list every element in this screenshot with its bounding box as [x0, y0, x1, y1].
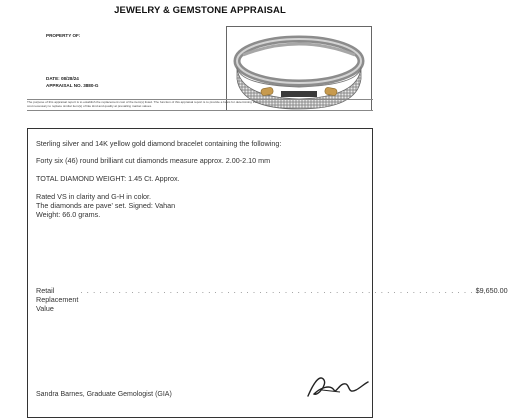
appraiser-signature: [300, 370, 370, 400]
divider-top: [27, 99, 373, 100]
appraisal-number-field: [46, 83, 99, 88]
gold-cap-right: [324, 87, 337, 96]
retail-value-label: Retail Replacement Value: [36, 286, 79, 313]
retail-replacement-value-row: [36, 286, 508, 313]
description-line-2: Forty six (46) round brilliant cut diamonds measure approx. 2.00-2.10 mm: [36, 156, 271, 165]
date-field: [46, 76, 79, 81]
description-line-6: Weight: 66.0 grams.: [36, 210, 101, 219]
bracelet-image: [227, 27, 371, 110]
property-of-label: PROPERTY OF:: [46, 33, 81, 38]
date-label: DATE:: [46, 76, 60, 81]
retail-value-amount: $9,650.00: [475, 286, 508, 295]
appraiser-name: Sandra Barnes, Graduate Gemologist (GIA): [36, 391, 172, 398]
document-title: JEWELRY & GEMSTONE APPRAISAL: [114, 5, 286, 16]
purpose-disclaimer: [27, 100, 377, 108]
gold-cap-left: [261, 87, 274, 96]
description-line-5: The diamonds are pave' set. Signed: Vahan: [36, 201, 176, 210]
description-line-1: Sterling silver and 14K yellow gold diamond bracelet containing the following:: [36, 139, 282, 148]
dot-leader: . . . . . . . . . . . . . . . . . . . . . . . . . . . . . . . . . . . . . . . . . . . . . . . . . . . . . . . . . . . . . .: [80, 286, 474, 295]
description-line-4: Rated VS in clarity and G-H in color.: [36, 192, 152, 201]
appraisal-number-value: 3880-G: [83, 83, 99, 88]
divider-bottom: [27, 110, 373, 111]
date-value: 08/28/24: [60, 76, 79, 81]
appraisal-number-label: APPRAISAL NO.: [46, 83, 82, 88]
disclaimer-line-2: cost necessary to replace similar item(s) of like kind and quality at prevailing market values.: [27, 104, 153, 108]
disclaimer-line-1: The purpose of this appraisal report is to establish the replacement cost of the item(s) listed. The function of this appraisal report is to provide a basis for determining the: [27, 100, 258, 104]
description-line-3: TOTAL DIAMOND WEIGHT: 1.45 Ct. Approx.: [36, 174, 180, 183]
